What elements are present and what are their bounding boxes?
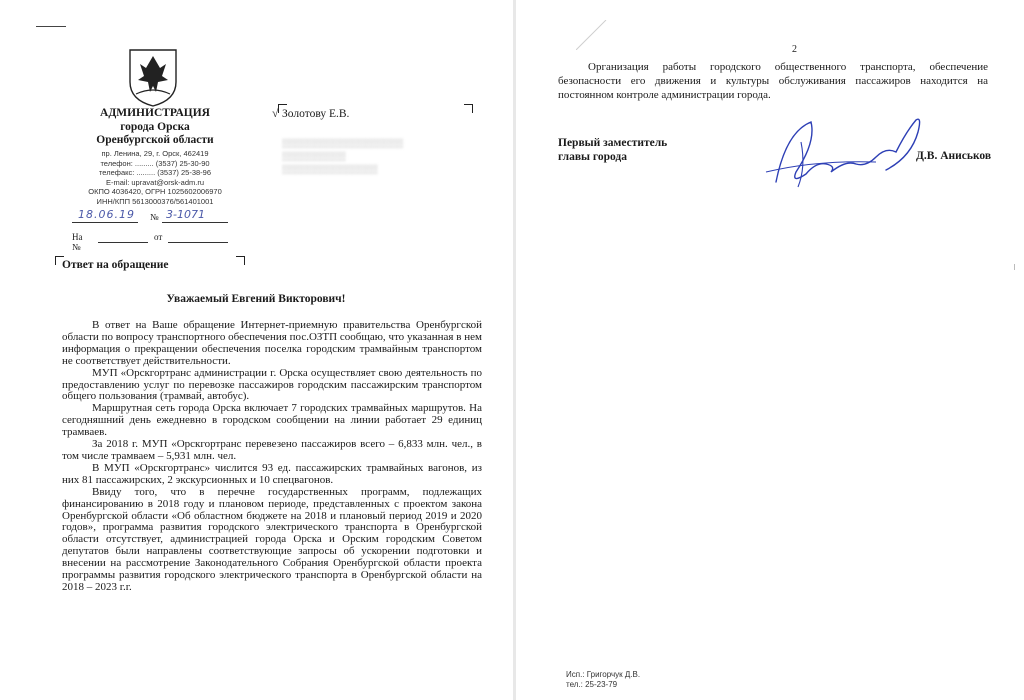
contact-block: [70, 149, 240, 207]
check-mark-icon: √: [272, 106, 279, 120]
signer-title-line: Первый заместитель: [558, 137, 668, 149]
reference-from-underline: [168, 242, 228, 243]
address-corner-right: [464, 104, 473, 113]
redacted-line: ▒▒▒▒▒▒▒▒▒▒▒▒▒▒▒: [282, 164, 378, 174]
closing-paragraph: Организация работы городского общественного транспорта, обеспечение безопасности его движения и культуры обслуживания пассажиров находится на постоянном контроле администрации города.: [558, 61, 988, 101]
orsk-coat-of-arms-icon: [126, 46, 180, 108]
redacted-address: [282, 137, 403, 176]
subject-corner-right: [236, 256, 245, 265]
contact-line: пр. Ленина, 29, г. Орск, 462419: [101, 149, 209, 158]
number-underline: [162, 222, 228, 223]
redacted-line: ▒▒▒▒▒▒▒▒▒▒▒▒▒▒▒▒▒▒▒: [282, 138, 404, 148]
handwritten-signature-icon: [756, 112, 926, 194]
salutation: Уважаемый Евгений Викторович!: [166, 293, 346, 305]
body-paragraph: За 2018 г. МУП «Орскгортранс перевезено пассажиров всего – 6,833 млн. чел., в том числе трамваем – 5,931 млн. чел.: [62, 438, 482, 462]
body-paragraph: В ответ на Ваше обращение Интернет-приемную правительства Оренбургской области по вопросу транспортного обеспечения пос.ОЗТП сообщаю, что указанная в нем информация о прекращении обеспечения поселка городским трамвайным транспортом не соответствует действительности.: [62, 319, 482, 367]
reference-from-label: от: [154, 232, 163, 242]
body-paragraph: Маршрутная сеть города Орска включает 7 городских трамвайных маршрутов. На сегодняшний день ежедневно в городском сообщении на линии работает 29 единиц трамваев.: [62, 402, 482, 439]
recipient-name: Золотову Е.В.: [282, 108, 350, 120]
registration-date: 18.06.19: [78, 208, 135, 221]
top-dash: [36, 26, 66, 27]
contact-line: телефон: ......... (3537) 25-30-90: [100, 158, 210, 168]
letter-body: [62, 320, 482, 594]
corner-fold-icon: [576, 20, 616, 50]
admin-line: Оренбургской области: [96, 134, 214, 146]
letter-page-2: [516, 0, 1024, 700]
registration-number-label: №: [150, 212, 159, 222]
administration-title: [70, 107, 240, 148]
signer-title: [558, 136, 667, 164]
executor-info: [566, 670, 640, 690]
date-underline: [72, 222, 138, 223]
body-paragraph: В МУП «Орскгортранс» числится 93 ед. пассажирских трамвайных вагонов, из них 81 пассажирских, 2 экскурсионных и 10 спецвагонов.: [62, 461, 482, 486]
page-number: 2: [792, 44, 797, 55]
executor-name: Исп.: Григорчук Д.В.: [566, 670, 641, 679]
admin-line: АДМИНИСТРАЦИЯ: [100, 107, 210, 119]
signer-title-line: главы города: [558, 151, 627, 163]
admin-line: города Орска: [120, 120, 190, 133]
margin-tick: [1014, 264, 1015, 270]
body-paragraph: МУП «Орскгортранс администрации г. Орска осуществляет свою деятельность по предоставлению услуг по перевозке пассажиров городским пассажирским транспортом общего пользования (трамвай, автобус).: [62, 366, 482, 403]
letter-subject: Ответ на обращение: [62, 259, 169, 271]
registration-number: 3-1071: [166, 208, 205, 221]
redacted-line: ▒▒▒▒▒▒▒▒▒▒: [282, 151, 346, 161]
body-paragraph: Ввиду того, что в перечне государственных программ, подлежащих финансированию в 2018 году и плановом периоде, представленных с проектом закона Оренбургской области «Об областном бюджете на 2018 и плановый период 2019 и 2020 годов», программа развития городского электрического транспорта в Оренбургской области отсутствует, администрацией города Орска и Орским городским Советом депутатов были направлены соответствующие запросы об ускорении подготовки и внесении на рассмотрение Законодательного Собрания Оренбургской области проекта программы развития городского электрического транспорта в Оренбургской области на 2018 – 2023 г.г.: [62, 485, 482, 593]
reference-number-label: На №: [72, 232, 83, 252]
contact-line: ИНН/КПП 5613000376/561401001: [96, 196, 214, 206]
contact-line: телефакс: ......... (3537) 25-38-96: [98, 168, 212, 178]
signer-name: Д.В. Аниськов: [916, 150, 992, 162]
contact-line: ОКПО 4036420, ОГРН 1025602006970: [88, 187, 222, 197]
executor-phone: тел.: 25-23-79: [566, 680, 618, 689]
reference-number-underline: [98, 242, 148, 243]
contact-line: E-mail: upravat@orsk-adm.ru: [105, 177, 205, 187]
